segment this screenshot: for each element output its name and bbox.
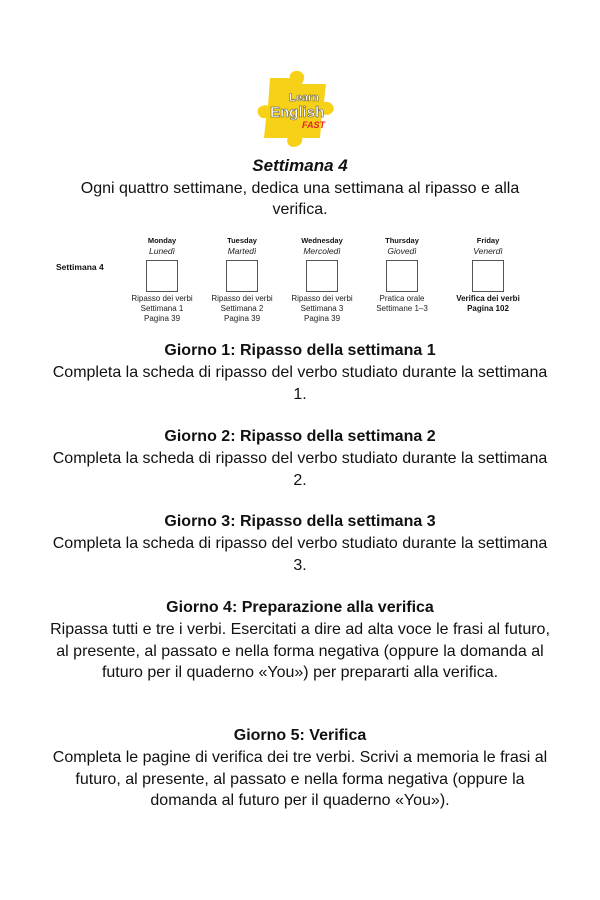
section-heading: Giorno 3: Ripasso della settimana 3 — [164, 513, 436, 530]
section-heading: Giorno 4: Preparazione alla verifica — [166, 599, 434, 616]
day-2-section — [50, 426, 550, 491]
day-checkbox[interactable] — [306, 260, 338, 292]
section-body: Completa la scheda di ripasso del verbo studiato durante la settimana 1. — [52, 364, 548, 403]
day-name-en: Monday — [147, 236, 177, 245]
day-name-it: Venerdì — [473, 246, 503, 256]
day-name-it: Giovedì — [387, 246, 417, 256]
day-checkbox[interactable] — [472, 260, 504, 292]
logo-text-english: English — [270, 104, 325, 121]
day-description: Verifica dei verbi Pagina 102 — [456, 294, 520, 313]
section-heading: Giorno 5: Verifica — [233, 727, 367, 744]
day-checkbox[interactable] — [226, 260, 258, 292]
intro-text: Ogni quattro settimane, dedica una settimana al ripasso e alla verifica. — [80, 180, 520, 218]
day-name-it: Mercoledì — [303, 246, 341, 256]
day-name-it: Lunedì — [149, 246, 175, 256]
section-heading: Giorno 2: Ripasso della settimana 2 — [164, 428, 436, 445]
schedule-day-monday — [118, 236, 206, 324]
section-body: Completa la scheda di ripasso del verbo studiato durante la settimana 2. — [52, 450, 548, 489]
section-heading: Giorno 1: Ripasso della settimana 1 — [164, 342, 436, 359]
page-title: Settimana 4 — [252, 156, 348, 175]
day-3-section — [50, 511, 550, 576]
day-description: Pratica orale Settimane 1–3 — [376, 294, 428, 313]
schedule-row-label: Settimana 4 — [56, 262, 104, 272]
schedule-day-tuesday — [198, 236, 286, 324]
schedule-day-friday — [444, 236, 532, 314]
section-body: Completa la scheda di ripasso del verbo studiato durante la settimana 3. — [52, 535, 548, 574]
day-name-en: Thursday — [385, 236, 419, 245]
schedule-day-thursday — [358, 236, 446, 314]
day-1-section — [50, 340, 550, 405]
day-description: Ripasso dei verbi Settimana 1 Pagina 39 — [131, 294, 193, 323]
learn-english-fast-logo — [252, 68, 344, 152]
section-body: Completa le pagine di verifica dei tre verbi. Scrivi a memoria le frasi al futuro, al presente, al passato e nella forma negativa (oppure la domanda al futuro per il quaderno «You»). — [52, 749, 548, 809]
day-4-section — [50, 597, 550, 684]
logo-text-learn: Learn — [289, 92, 319, 104]
day-name-en: Tuesday — [227, 236, 257, 245]
puzzle-logo-icon — [252, 68, 344, 152]
day-description: Ripasso dei verbi Settimana 2 Pagina 39 — [211, 294, 273, 323]
day-5-section — [50, 725, 550, 812]
day-name-en: Wednesday — [301, 236, 343, 245]
day-name-it: Martedì — [227, 246, 257, 256]
logo-text-fast: FAST — [302, 120, 326, 130]
day-description: Ripasso dei verbi Settimana 3 Pagina 39 — [291, 294, 353, 323]
day-name-en: Friday — [476, 236, 500, 245]
day-checkbox[interactable] — [386, 260, 418, 292]
day-checkbox[interactable] — [146, 260, 178, 292]
schedule-day-wednesday — [278, 236, 366, 324]
section-body: Ripassa tutti e tre i verbi. Esercitati a dire ad alta voce le frasi al futuro, al presente, al passato e nella forma negativa (oppure la domanda al futuro per il quaderno «You») per prepararti alla verifica. — [50, 621, 550, 681]
